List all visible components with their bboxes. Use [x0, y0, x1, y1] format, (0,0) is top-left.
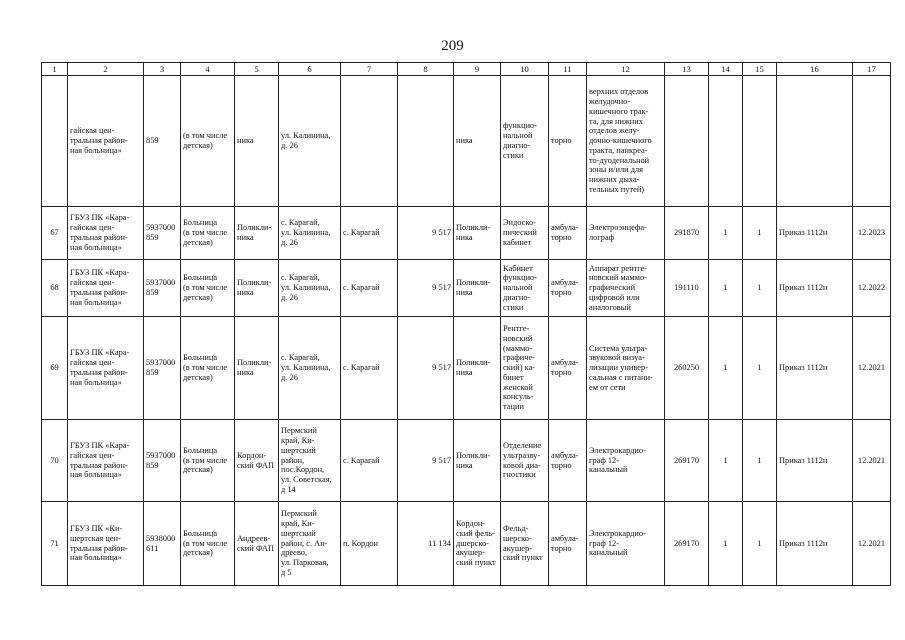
- cell-qty-15: 1: [743, 207, 777, 260]
- cell-order: Приказ 1112н: [777, 260, 853, 317]
- column-header: 15: [743, 63, 777, 76]
- cell-address: ул. Калинина, д. 26: [279, 76, 341, 207]
- cell-code-13: 269170: [665, 420, 709, 502]
- cell-code: 5937000 859: [144, 317, 181, 420]
- cell-care-mode: амбула- торно: [549, 502, 587, 586]
- cell-care-mode: амбула- торно: [549, 260, 587, 317]
- column-header: 1: [42, 63, 68, 76]
- continued-row: [42, 76, 891, 207]
- cell-qty-14: 1: [709, 260, 743, 317]
- cell-cabinet: Кабинет функцио- нальной диагно- стики: [501, 260, 549, 317]
- cell-qty-14: [709, 76, 743, 207]
- cell-department: Поликли- ника: [454, 420, 501, 502]
- cell-code-13: [665, 76, 709, 207]
- cell-date: 12.2021: [853, 502, 891, 586]
- cell-cabinet: Эндоско- пический кабинет: [501, 207, 549, 260]
- cell-code: 5937000 859: [144, 260, 181, 317]
- cell-population: 9 517: [398, 260, 454, 317]
- cell-qty-14: 1: [709, 502, 743, 586]
- cell-population: 9 517: [398, 207, 454, 260]
- cell-code-13: 191110: [665, 260, 709, 317]
- column-header: 7: [341, 63, 398, 76]
- cell-population: 9 517: [398, 317, 454, 420]
- equipment-table: [41, 62, 891, 586]
- cell-equipment: верхних отделов желудочно- кишечного трак- та, для нижних отделов желу- дочно-кишечного тракта, панкреа- то-дуоденальной зоны и/или для нижних дыха- тельных путей): [587, 76, 665, 207]
- cell-row-number: 67: [42, 207, 68, 260]
- cell-equipment: Электроэнцефа- лограф: [587, 207, 665, 260]
- cell-qty-15: 1: [743, 420, 777, 502]
- cell-code: 859: [144, 76, 181, 207]
- cell-code-13: 291870: [665, 207, 709, 260]
- cell-address: Пермский край, Ки- шертский район, пос.Кордон, ул. Советская, д 14: [279, 420, 341, 502]
- cell-facility-type: (в том числе детская): [181, 76, 235, 207]
- table-row: [42, 317, 891, 420]
- cell-date: 12.2023: [853, 207, 891, 260]
- cell-population: 11 134: [398, 502, 454, 586]
- cell-unit: Поликли- ника: [235, 317, 279, 420]
- cell-organization: ГБУЗ ПК «Кара- гайская цен- тральная район- ная больница»: [68, 207, 144, 260]
- cell-equipment: Электрокардио- граф 12- канальный: [587, 420, 665, 502]
- cell-order: Приказ 1112н: [777, 207, 853, 260]
- cell-population: 9 517: [398, 420, 454, 502]
- cell-equipment: Аппарат рентге- новский маммо- графический цифровой или аналоговый: [587, 260, 665, 317]
- cell-care-mode: амбула- торно: [549, 317, 587, 420]
- cell-facility-type: Больница (в том числе детская): [181, 420, 235, 502]
- cell-department: Поликли- ника: [454, 260, 501, 317]
- column-header: 10: [501, 63, 549, 76]
- cell-care-mode: амбула- торно: [549, 420, 587, 502]
- cell-organization: ГБУЗ ПК «Кара- гайская цен- тральная район- ная больница»: [68, 317, 144, 420]
- cell-unit: Андреев- ский ФАП: [235, 502, 279, 586]
- cell-date: 12.2021: [853, 420, 891, 502]
- cell-order: Приказ 1112н: [777, 502, 853, 586]
- cell-address: Пермский край, Ки- шертский район, с. Ан- дреево, ул. Парковая, д 5: [279, 502, 341, 586]
- cell-department: Поликли- ника: [454, 207, 501, 260]
- cell-facility-type: Больница (в том числе детская): [181, 502, 235, 586]
- column-header: 2: [68, 63, 144, 76]
- cell-date: [853, 76, 891, 207]
- cell-unit: ника: [235, 76, 279, 207]
- cell-unit: Поликли- ника: [235, 207, 279, 260]
- cell-date: 12.2021: [853, 317, 891, 420]
- column-header: 13: [665, 63, 709, 76]
- table-row: [42, 260, 891, 317]
- column-header: 16: [777, 63, 853, 76]
- column-header: 12: [587, 63, 665, 76]
- cell-row-number: 68: [42, 260, 68, 317]
- cell-organization: ГБУЗ ПК «Кара- гайская цен- тральная район- ная больница»: [68, 420, 144, 502]
- cell-cabinet: Отделение ультразву- ковой диа- гностики: [501, 420, 549, 502]
- cell-address: с. Карагай, ул. Калинина, д. 26: [279, 317, 341, 420]
- cell-unit: Поликли- ника: [235, 260, 279, 317]
- column-header: 14: [709, 63, 743, 76]
- column-header: 4: [181, 63, 235, 76]
- cell-locality: с. Карагай: [341, 260, 398, 317]
- table-row: [42, 420, 891, 502]
- cell-address: с. Карагай, ул. Калинина, д. 26: [279, 260, 341, 317]
- cell-code-13: 269170: [665, 502, 709, 586]
- cell-row-number: [42, 76, 68, 207]
- column-header: 11: [549, 63, 587, 76]
- column-header: 17: [853, 63, 891, 76]
- cell-department: Кордон- ский фель- дшерско- акушер- ский пункт: [454, 502, 501, 586]
- cell-organization: ГБУЗ ПК «Кара- гайская цен- тральная район- ная больница»: [68, 260, 144, 317]
- cell-code: 5938000 611: [144, 502, 181, 586]
- cell-qty-14: 1: [709, 207, 743, 260]
- cell-facility-type: Больница (в том числе детская): [181, 317, 235, 420]
- cell-facility-type: Больница (в том числе детская): [181, 260, 235, 317]
- cell-locality: [341, 76, 398, 207]
- cell-locality: п. Кордон: [341, 502, 398, 586]
- cell-equipment: Система ультра- звуковой визуа- лизации универ- сальная с питани- ем от сети: [587, 317, 665, 420]
- cell-code: 5937000 859: [144, 207, 181, 260]
- cell-row-number: 69: [42, 317, 68, 420]
- cell-qty-15: 1: [743, 502, 777, 586]
- cell-qty-15: [743, 76, 777, 207]
- cell-facility-type: Больница (в том числе детская): [181, 207, 235, 260]
- table-row: [42, 502, 891, 586]
- cell-qty-15: 1: [743, 317, 777, 420]
- cell-locality: с. Карагай: [341, 207, 398, 260]
- cell-order: [777, 76, 853, 207]
- cell-order: Приказ 1112н: [777, 317, 853, 420]
- column-header: 5: [235, 63, 279, 76]
- cell-code-13: 260250: [665, 317, 709, 420]
- cell-organization: гайская цен- тральная район- ная больница»: [68, 76, 144, 207]
- column-header: 6: [279, 63, 341, 76]
- cell-qty-14: 1: [709, 317, 743, 420]
- cell-address: с. Карагай, ул. Калинина, д. 26: [279, 207, 341, 260]
- cell-date: 12.2022: [853, 260, 891, 317]
- cell-locality: с. Карагай: [341, 420, 398, 502]
- cell-department: ника: [454, 76, 501, 207]
- cell-code: 5937000 859: [144, 420, 181, 502]
- cell-locality: с. Карагай: [341, 317, 398, 420]
- page-number: 209: [441, 38, 464, 54]
- cell-care-mode: амбула- торно: [549, 207, 587, 260]
- cell-cabinet: Фельд- шерско- акушер- ский пункт: [501, 502, 549, 586]
- cell-row-number: 70: [42, 420, 68, 502]
- cell-department: Поликли- ника: [454, 317, 501, 420]
- column-header: 3: [144, 63, 181, 76]
- cell-care-mode: торно: [549, 76, 587, 207]
- column-header: 9: [454, 63, 501, 76]
- cell-order: Приказ 1112н: [777, 420, 853, 502]
- cell-unit: Кордон- ский ФАП: [235, 420, 279, 502]
- cell-population: [398, 76, 454, 207]
- cell-cabinet: функцио- нальной диагно- стики: [501, 76, 549, 207]
- header-row: [42, 63, 891, 76]
- cell-cabinet: Рентге- новский (маммо- графиче- ский) ка- бинет женской консуль- тации: [501, 317, 549, 420]
- cell-row-number: 71: [42, 502, 68, 586]
- column-header: 8: [398, 63, 454, 76]
- table-row: [42, 207, 891, 260]
- cell-organization: ГБУЗ ПК «Ки- шертская цен- тральная район- ная больница»: [68, 502, 144, 586]
- cell-qty-15: 1: [743, 260, 777, 317]
- cell-equipment: Электрокардио- граф 12- канальный: [587, 502, 665, 586]
- cell-qty-14: 1: [709, 420, 743, 502]
